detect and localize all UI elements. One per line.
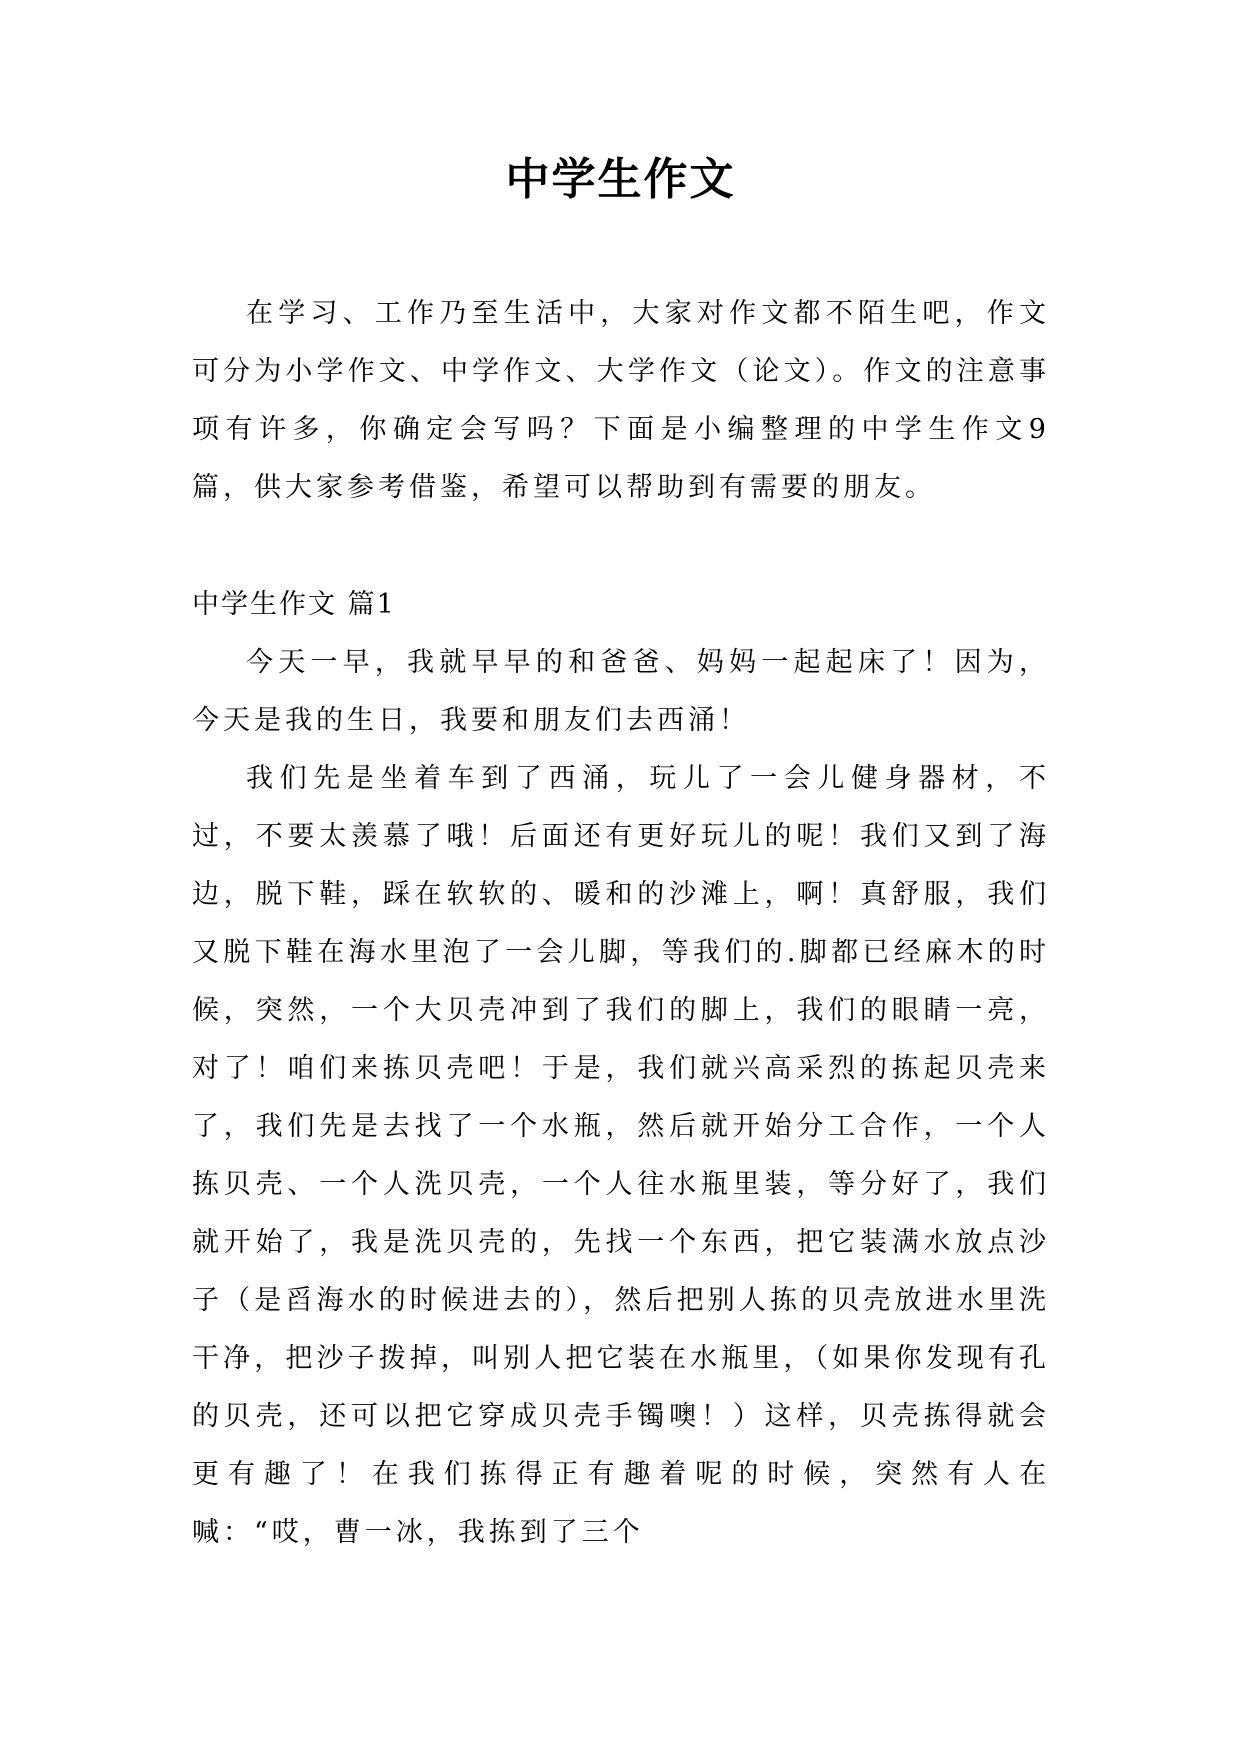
intro-paragraph: 在学习、工作乃至生活中，大家对作文都不陌生吧，作文可分为小学作文、中学作文、大学作文（论文）。作文的注意事项有许多，你确定会写吗？下面是小编整理的中学生作文9篇，供大家参考借鉴，希望可以帮助到有需要的朋友。 bbox=[192, 298, 1050, 503]
document-title: 中学生作文 bbox=[505, 154, 736, 205]
section-paragraph-2: 我们先是坐着车到了西涌，玩儿了一会儿健身器材，不过，不要太羡慕了哦！后面还有更好玩儿的呢！我们又到了海边，脱下鞋，踩在软软的、暖和的沙滩上，啊！真舒服，我们又脱下鞋在海水里泡了一会儿脚，等我们的.脚都已经麻木的时候，突然，一个大贝壳冲到了我们的脚上，我们的眼睛一亮，对了！咱们来拣贝壳吧！于是，我们就兴高采烈的拣起贝壳来了，我们先是去找了一个水瓶，然后就开始分工合作，一个人拣贝壳、一个人洗贝壳，一个人往水瓶里装，等分好了，我们就开始了，我是洗贝壳的，先找一个东西，把它装满水放点沙子（是舀海水的时候进去的），然后把别人拣的贝壳放进水里洗干净，把沙子拨掉，叫别人把它装在水瓶里，（如果你发现有孔的贝壳，还可以把它穿成贝壳手镯噢！）这样，贝壳拣得就会更有趣了！在我们拣得正有趣着呢的时候，突然有人在喊：“哎，曹一冰，我拣到了三个 bbox=[192, 763, 1050, 1548]
intro-paragraph-block bbox=[192, 285, 1050, 517]
section-paragraph-1: 今天一早，我就早早的和爸爸、妈妈一起起床了！因为，今天是我的生日，我要和朋友们去西涌！ bbox=[192, 647, 1050, 736]
section-body bbox=[192, 634, 1050, 1562]
section-heading: 中学生作文 篇1 bbox=[192, 589, 396, 620]
